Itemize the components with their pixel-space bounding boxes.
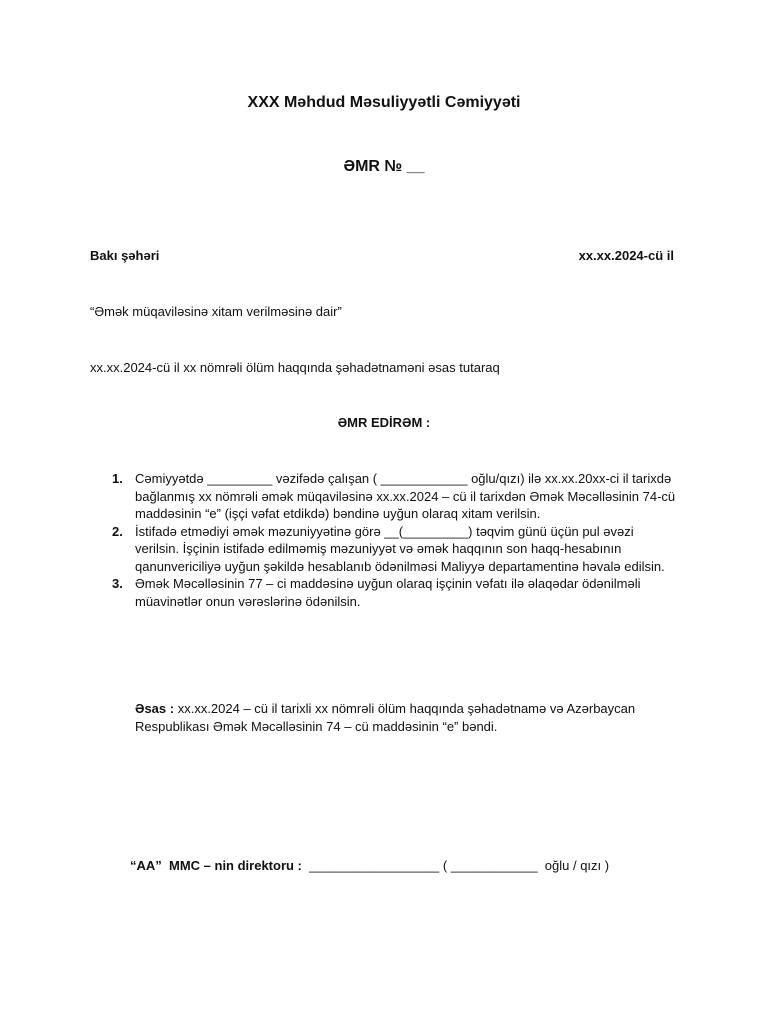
order-title: ƏMR № __ [343,158,425,175]
order-subject: “Əmək müqaviləsinə xitam verilməsinə dair” [90,304,342,319]
item-number: 2. [112,523,123,539]
order-item [108,470,678,523]
order-item [108,523,678,576]
order-item [108,575,678,610]
item-text: Cəmiyyətdə _________ vəzifədə çalışan ( ____________ oğlu/qızı) ilə xx.xx.20xx-ci il tarixdə bağlanmış xx nömrəli əmək müqaviləsinə xx.xx.2024 – cü il tarixdən Əmək Məcəlləsinin 74-cü maddəsinin “e” (işçi vəfat etdikdə) bəndinə uyğun olaraq xitam verilsin. [135,471,676,521]
item-text: İstifadə etmədiyi əmək məzuniyyətinə görə __(_________) təqvim günü üçün pul əvəzi verilsin. İşçinin istifadə edilməmiş məzuniyyət və əmək haqqının son haqq-hesabının qanunvericiliyə uyğun şəkildə hesablanıb ödənilməsi Maliyyə departamentinə həvalə edilsin. [135,523,665,574]
item-number: 3. [112,576,123,591]
basis-line: xx.xx.2024-cü il xx nömrəli ölüm haqqında şəhadətnaməni əsas tutaraq [90,360,500,375]
director-label: “AA” MMC – nin direktoru : [130,858,302,873]
basis-label: Əsas : [135,701,175,716]
order-date: xx.xx.2024-cü il [578,248,674,263]
item-text: Əmək Məcəlləsinin 77 – ci maddəsinə uyğun olaraq işçinin vəfatı ilə əlaqədar ödənilməli müavinətlər onun vərəslərinə ödənilsin. [135,576,641,609]
order-items-list [108,470,678,610]
item-number: 1. [112,471,123,486]
signature-blank: __________________ ( ____________ oğlu / qızı ) [301,858,610,873]
signature-line [130,857,609,875]
basis-section [135,700,680,735]
city-label: Bakı şəhəri [90,248,160,263]
company-title: XXX Məhdud Məsuliyyətli Cəmiyyəti [247,94,521,111]
order-heading: ƏMR EDİRƏM : [337,415,431,430]
basis-text: xx.xx.2024 – cü il tarixli xx nömrəli ölüm haqqında şəhadətnamə və Azərbaycan Respublikası Əmək Məcəlləsinin 74 – cü maddəsinin “e” bəndi. [135,701,636,734]
